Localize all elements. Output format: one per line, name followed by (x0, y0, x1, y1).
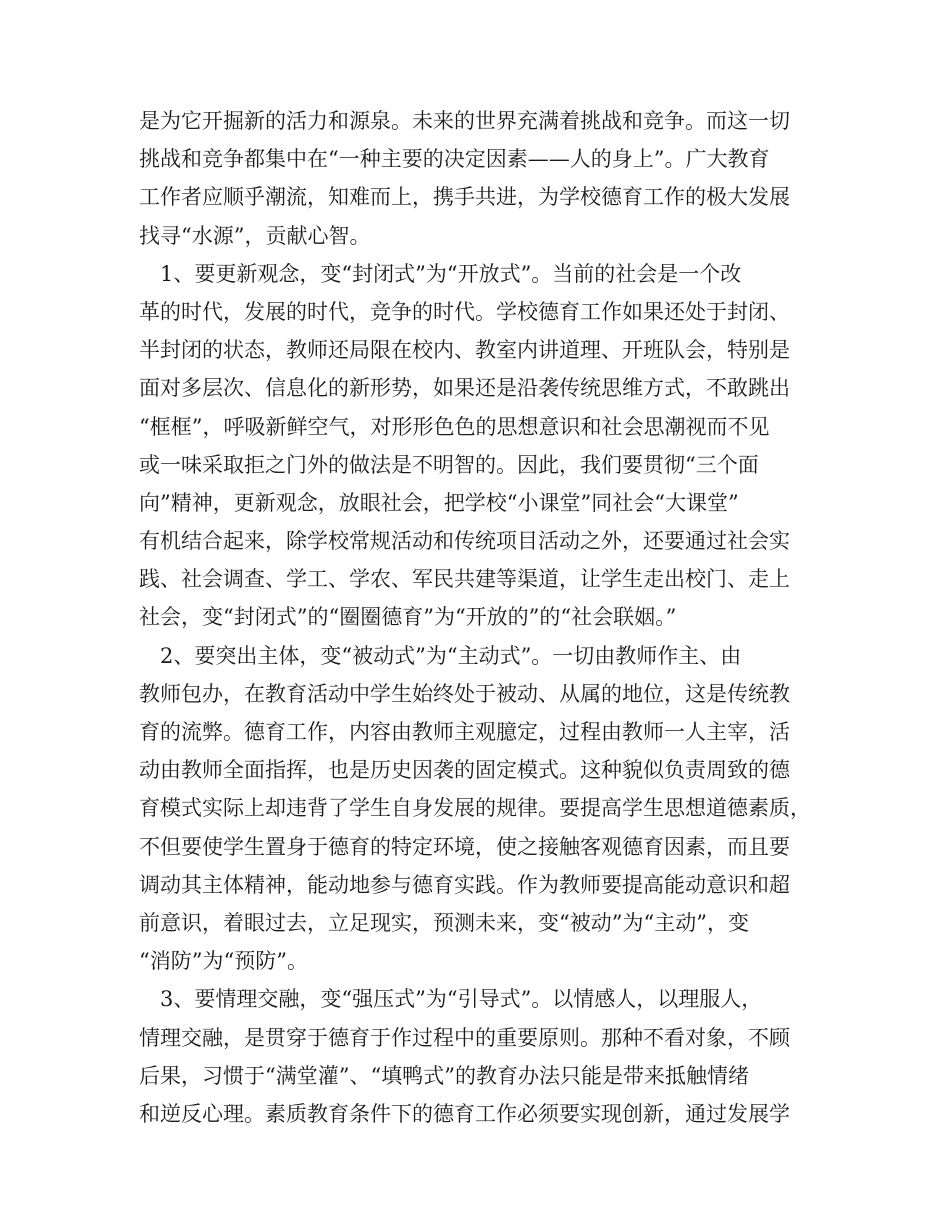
text-line: 和逆反心理。素质教育条件下的德育工作必须要实现创新，通过发展学 (139, 1101, 790, 1126)
paragraph-first-line: 2、要突出主体，变“被动式”为“主动式”。一切由教师作主、由 (160, 643, 742, 668)
text-line: 工作者应顺乎潮流，知难而上，携手共进，为学校德育工作的极大发展 (139, 185, 790, 210)
text-line: 面对多层次、信息化的新形势，如果还是沿袭传统思维方式，不敢跳出 (139, 376, 790, 401)
text-line: 有机结合起来，除学校常规活动和传统项目活动之外，还要通过社会实 (139, 529, 790, 554)
text-line: 育的流弊。德育工作，内容由教师主观臆定，过程由教师一人主宰，活 (139, 720, 790, 744)
text-line: 挑战和竞争都集中在“一种主要的决定因素——人的身上”。广大教育 (139, 147, 770, 172)
paragraph-first-line: 3、要情理交融，变“强压式”为“引导式”。以情感人，以理服人， (160, 987, 763, 1012)
text-line: 情理交融，是贯穿于德育于作过程中的重要原则。那种不看对象，不顾 (139, 1025, 790, 1050)
text-line: 半封闭的状态，教师还局限在校内、教室内讲道理、开班队会，特别是 (139, 338, 790, 363)
text-line: 革的时代，发展的时代，竞争的时代。学校德育工作如果还处于封闭、 (139, 299, 790, 324)
text-line: 动由教师全面指挥，也是历史因袭的固定模式。这种貌似负责周致的德 (139, 758, 790, 783)
text-line: 是为它开掘新的活力和源泉。未来的世界充满着挑战和竞争。而这一切 (139, 109, 790, 133)
text-line: 育模式实际上却违背了学生自身发展的规律。要提高学生思想道德素质， (139, 796, 811, 821)
body-text (139, 102, 819, 1133)
paragraph-first-line: 1、要更新观念，变“封闭式”为“开放式”。当前的社会是一个改 (160, 261, 742, 286)
text-line: “框框”，呼吸新鲜空气，对形形色色的思想意识和社会思潮视而不见 (139, 414, 770, 439)
text-line: 或一味采取拒之门外的做法是不明智的。因此，我们要贯彻“三个面 (139, 452, 759, 477)
text-line: 后果，习惯于“满堂灌”、“填鸭式”的教育办法只能是带来抵触情绪 (139, 1063, 749, 1088)
text-line: 向”精神，更新观念，放眼社会，把学校“小课堂”同社会“大课堂” (139, 490, 739, 515)
text-line: 教师包办，在教育活动中学生始终处于被动、从属的地位，这是传统教 (139, 681, 790, 706)
text-line: 社会，变“封闭式”的“圈圈德育”为“开放的”的“社会联姻。” (139, 605, 677, 630)
text-line: 找寻“水源”，贡献心智。 (139, 223, 371, 248)
text-line: 前意识，着眼过去，立足现实，预测未来，变“被动”为“主动”，变 (139, 910, 749, 935)
text-line: 践、社会调查、学工、学农、军民共建等渠道，让学生走出校门、走上 (139, 567, 790, 592)
text-line: 不但要使学生置身于德育的特定环境，使之接触客观德育因素，而且要 (139, 834, 790, 859)
text-line: 调动其主体精神，能动地参与德育实践。作为教师要提高能动意识和超 (139, 872, 790, 897)
text-line: “消防”为“预防”。 (139, 949, 308, 974)
